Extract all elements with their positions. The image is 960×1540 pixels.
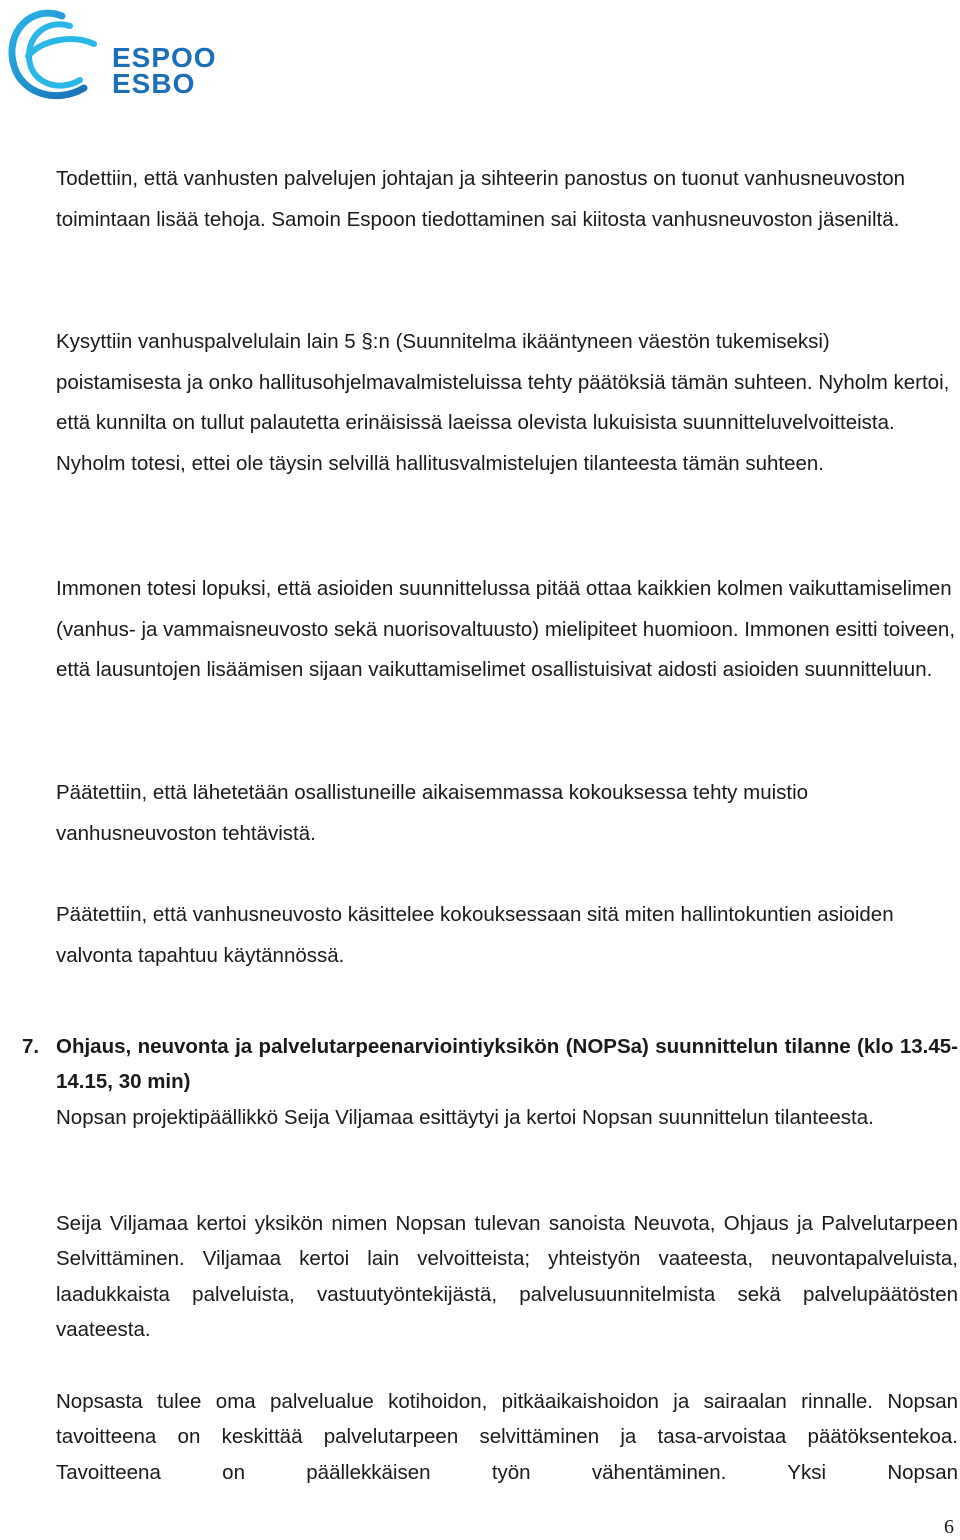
paragraph-nopsa-intro: Nopsan projektipäällikkö Seija Viljamaa esittäytyi ja kertoi Nopsan suunnittelun tilanteesta. (56, 1106, 874, 1129)
paragraph-vanhuspalvelulaki: Kysyttiin vanhuspalvelulain lain 5 §:n (Suunnitelma ikääntyneen väestön tukemiseksi) poistamisesta ja onko hallitusohjelmavalmisteluissa tehty päätöksiä tämän suhteen. Nyholm kertoi, että kunnilta on tullut palautetta erinäisissä laeissa olevista lukuisista suunnitteluvelvoitteista. Nyholm totesi, ettei ole täysin selvillä hallitusvalmistelujen tilanteesta tämän suhteen. (56, 330, 950, 476)
paragraph-vanhusneuvosto-kiitos: Todettiin, että vanhusten palvelujen johtajan ja sihteerin panostus on tuonut vanhusneuvoston toimintaan lisää tehoja. Samoin Espoon tiedottaminen sai kiitosta vanhusneuvoston jäseniltä. (56, 167, 906, 231)
section-number: 7. (22, 1035, 40, 1058)
section-title: Ohjaus, neuvonta ja palvelutarpeenarviointiyksikön (NOPSa) suunnittelun tilanne (klo 13.45-14.15, 30 min) (56, 1035, 958, 1094)
espoo-logo-mark-icon (2, 4, 106, 108)
espoo-esbo-logo (2, 4, 217, 108)
paragraph-paatos-muistio: Päätettiin, että lähetetään osallistuneille aikaisemmassa kokouksessa tehty muistio vanhusneuvoston tehtävistä. (56, 781, 809, 845)
paragraph-immonen: Immonen totesi lopuksi, että asioiden suunnittelussa pitää ottaa kaikkien kolmen vaikuttamiselimen (vanhus- ja vammaisneuvosto sekä nuorisovaltuusto) mielipiteet huomioon. Immonen esitti toiveen, että lausuntojen lisäämisen sijaan vaikuttamiselimet osallistuisivat aidosti asioiden suunnitteluun. (56, 577, 956, 682)
paragraph-nopsa-nimi: Seija Viljamaa kertoi yksikön nimen Nopsan tulevan sanoista Neuvota, Ohjaus ja Palvelutarpeen Selvittäminen. Viljamaa kertoi lain velvoitteista; yhteistyön vaateesta, neuvontapalveluista, laadukkaista palveluista, vastuutyöntekijästä, palvelusuunnitelmista sekä palvelupäätösten vaateesta. (56, 1212, 958, 1342)
logo-text-esbo: ESBO (112, 68, 196, 99)
paragraph-nopsa-palvelualue: Nopsasta tulee oma palvelualue kotihoidon, pitkäaikaishoidon ja sairaalan rinnalle. Nopsan tavoitteena on keskittää palvelutarpeen selvittäminen ja tasa-arvoistaa päätöksentekoa. Tavoitteena on päällekkäisen työn vähentäminen. Yksi Nopsan (56, 1390, 958, 1484)
paragraph-paatos-valvonta: Päätettiin, että vanhusneuvosto käsittelee kokouksessaan sitä miten hallintokuntien asioiden valvonta tapahtuu käytännössä. (56, 903, 894, 967)
logo-text-espoo: ESPOO (112, 42, 217, 73)
page-number: 6 (944, 1516, 954, 1538)
